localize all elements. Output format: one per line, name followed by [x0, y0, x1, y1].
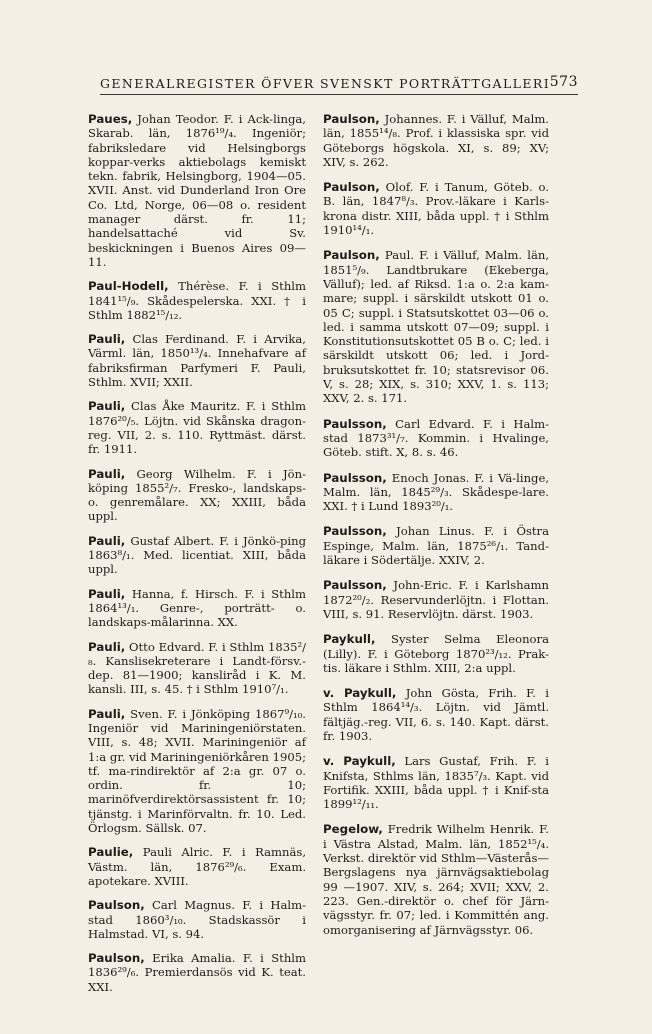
entry-surname: v. Paykull,: [323, 686, 397, 701]
register-entry: [88, 845, 306, 888]
entry-surname: Paulsson,: [323, 524, 387, 539]
register-entry: [88, 399, 306, 456]
entry-text: Sven. F. i Jönköping 1867⁹/₁₀. Ingeniör vid Marіningeniörstaten. VIII, s. 48; XVII. Mariningeniör af 1:a gr. vid Mariningeniörkåren 1905; tf. ma-rindirektör af 2:a gr. 07 o. ordin. fr. 10; marinöfverdirektörsassistent fr. 10; tjänstg. i Marinförvaltn. fr. 10. Led. Örlogsm. Sällsk. 07.: [88, 706, 306, 836]
entry-text: Lars Gustaf, Frih. F. i Knifsta, Sthlms län, 1835⁷/₃. Kapt. vid Fortifik. XXIII, båda uppl. † i Knif-sta 1899¹²/₁₁.: [323, 754, 550, 812]
entry-surname: Pauli,: [88, 586, 126, 601]
entry-text: John Gösta, Frih. F. i Sthlm 1864¹⁴/₃. Löjtn. vid Jämtl. fältjäg.-reg. VII, 6. s. 140. Kapt. därst. fr. 1903.: [323, 686, 550, 743]
register-entry: [88, 898, 306, 941]
register-entry: [323, 524, 549, 567]
entry-text: John-Eric. F. i Karlshamn 1872²⁰/₂. Reservunderlöjtn. i Flottan. VIII, s. 91. Reservlöjtn. därst. 1903.: [323, 578, 549, 621]
entry-surname: Pauli,: [88, 706, 126, 721]
entry-surname: Pauli,: [88, 533, 126, 548]
entry-surname: Paul-Hodell,: [88, 279, 169, 294]
entry-surname: Paulsson,: [323, 578, 387, 593]
entry-text: Clas Ferdinand. F. i Arvika, Värml. län, 1850¹³/₄. Innehafvare af fabriksfirman Parfymeri F. Pauli, Sthlm. XVII; XXII.: [88, 332, 306, 390]
entry-text: Otto Edvard. F. i Sthlm 1835²/₈. Kanslisekreterare i Landt-försv.-dep. 81—1900; kanslіråd i K. M. kansli. III, s. 45. † i Sthlm 1910⁷/₁.: [88, 639, 306, 697]
register-entry: [88, 951, 306, 994]
entry-text: Paul. F. i Välluf, Malm. län, 1851⁵/₉. Landtbrukare (Ekeberga, Välluf); led. af Riksd. 1:a o. 2:a kam-mare; suppl. i särskildt utskott 01 o. 05 C; suppl. i Statsutskottet 03—06 o. led. i samma utskott 07—09; suppl. i Konstitutionsutskottet 05 B o. C; led. i särskildt utskott 06; led. i Jord-bruksutskottet fr. 10; statsrevisor 06. V, s. 28; XIX, s. 310; XXV, 1. s. 113; XXV, 2. s. 171.: [323, 248, 550, 406]
entry-surname: Pegelow,: [323, 822, 383, 837]
entry-surname: Paulsson,: [323, 416, 387, 431]
register-entry: [323, 822, 549, 936]
entry-text: Fredrik Wilhelm Henrik. F. i Västra Alstad, Malm. län, 1852¹⁵/₄. Verkst. direktör vid Sthlm—Västerås—Bergslagens nya järnvägsaktiebolag 99 —1907. XIV, s. 264; XVII; XXV, 2. 223. Gen.-direktör o. chef för Järn-vägsstyr. fr. 07; led. i Kommittén ang. omorganisering af Järnvägsstyr. 06.: [323, 822, 549, 937]
register-entry: [88, 332, 306, 389]
register-entry: [88, 534, 306, 577]
entry-surname: Paulson,: [88, 898, 145, 913]
entry-text: Syster Selma Eleonora (Lilly). F. i Göteborg 1870²³/₁₂. Prak-tis. läkare i Sthlm. XIII, 2:a uppl.: [323, 632, 549, 675]
entry-surname: v. Paykull,: [323, 754, 396, 769]
entry-text: Thérèse. F. i Sthlm 1841¹⁵/₉. Skådespelerska. XXI. † i Sthlm 1882¹⁵/₁₂.: [88, 279, 307, 322]
entry-text: Erika Amalia. F. i Sthlm 1836²⁹/₆. Premierdansös vid K. teat. XXI.: [88, 951, 307, 994]
register-entry: [323, 248, 549, 405]
entry-surname: Paulson,: [323, 248, 380, 263]
register-entry: [323, 686, 549, 743]
register-entry: [323, 632, 549, 675]
register-entry: [88, 467, 306, 524]
entry-text: Johan Teodor. F. i Ack-linga, Skarab. län, 1876¹⁹/₄. Ingeniör; fabriksledare vid Helsingborgs koppar-verks aktiebolags kemiskt tekn. fabrik, Helsingborg, 1904—05. XVII. Anst. vid Dunderland Iron Ore Co. Ltd, Norge, 06—08 o. resident manager därst. fr. 11; handelsattaché vid Sv. beskickningen i Buenos Aires 09—11.: [88, 112, 306, 269]
entry-surname: Pauli,: [88, 332, 126, 347]
register-entry: [323, 180, 549, 237]
register-entry: [88, 112, 306, 269]
entry-surname: Paulson,: [88, 951, 145, 966]
entry-surname: Paulson,: [323, 112, 380, 126]
entry-surname: Paulsson,: [323, 470, 387, 485]
entry-surname: Pauli,: [88, 639, 126, 654]
entry-surname: Pauli,: [88, 466, 126, 481]
entry-surname: Paulie,: [88, 845, 134, 860]
entry-text: Johan Linus. F. i Östra Espinge, Malm. län, 1875²⁶/₁. Tand-läkare i Södertälje. XXIV, 2.: [323, 524, 550, 568]
entry-text: Pauli Alric. F. i Ramnäs, Västm. län, 1876²⁹/₆. Exam. apotekare. XVIII.: [88, 845, 307, 888]
entry-text: Gustaf Albert. F. i Jönkö-ping 1863⁸/₁. Med. licentiat. XIII, båda uppl.: [88, 533, 307, 577]
left-column: [88, 112, 306, 1004]
header-rule: [100, 94, 578, 95]
register-entry: [88, 707, 306, 836]
register-entry: [88, 640, 306, 697]
right-column: [323, 112, 549, 948]
entry-text: Carl Magnus. F. i Halm-stad 1860³/₁₀. Stadskassör i Halmstad. VI, s. 94.: [88, 898, 306, 941]
entry-text: Clas Åke Mauritz. F. i Sthlm 1876²⁰/₅. Löjtn. vid Skånska dragon-reg. VII, 2. s. 110. Ryttmäst. därst. fr. 1911.: [88, 399, 306, 457]
register-entry: [323, 417, 549, 460]
entry-text: Carl Edvard. F. i Halm-stad 1873³¹/₇. Kommin. i Hvalinge, Göteb. stift. X, 8. s. 46.: [323, 416, 549, 460]
register-entry: [323, 112, 549, 169]
entry-surname: Paulson,: [323, 180, 380, 195]
register-entry: [88, 279, 306, 322]
entry-surname: Pauli,: [88, 399, 126, 414]
entry-text: Olof. F. i Tanum, Göteb. o. B. län, 1847⁸/₃. Prov.-läkare i Karls-krona distr. XIII, båda uppl. † i Sthlm 1910¹⁴/₁.: [323, 180, 549, 238]
page-number: 573: [549, 74, 578, 90]
entry-surname: Paues,: [88, 112, 133, 126]
entry-text: Georg Wilhelm. F. i Jön-köping 1855²/₇. Fresko-, landskaps- o. genremålare. XX; XXIII, båda uppl.: [88, 466, 307, 524]
entry-text: Enoch Jonas. F. i Vä-linge, Malm. län, 1845²⁹/₃. Skådespe-lare. XXI. † i Lund 1893²⁰/₁.: [323, 470, 550, 514]
register-entry: [323, 578, 549, 621]
register-entry: [323, 754, 549, 811]
register-entry: [88, 587, 306, 630]
entry-text: Hanna, f. Hirsch. F. i Sthlm 1864¹³/₁. Genre-, porträtt- o. landskaps-målarinna. XX.: [88, 586, 306, 630]
running-title: GENERALREGISTER ÖFVER SVENSKT PORTRÄTTGALLERI: [100, 76, 551, 91]
register-entry: [323, 471, 549, 514]
entry-surname: Paykull,: [323, 632, 376, 647]
entry-text: Johannes. F. i Välluf, Malm. län, 1855¹⁴/₈. Prof. i klassiska spr. vid Göteborgs högskola. XI, s. 89; XV; XIV, s. 262.: [323, 112, 549, 169]
